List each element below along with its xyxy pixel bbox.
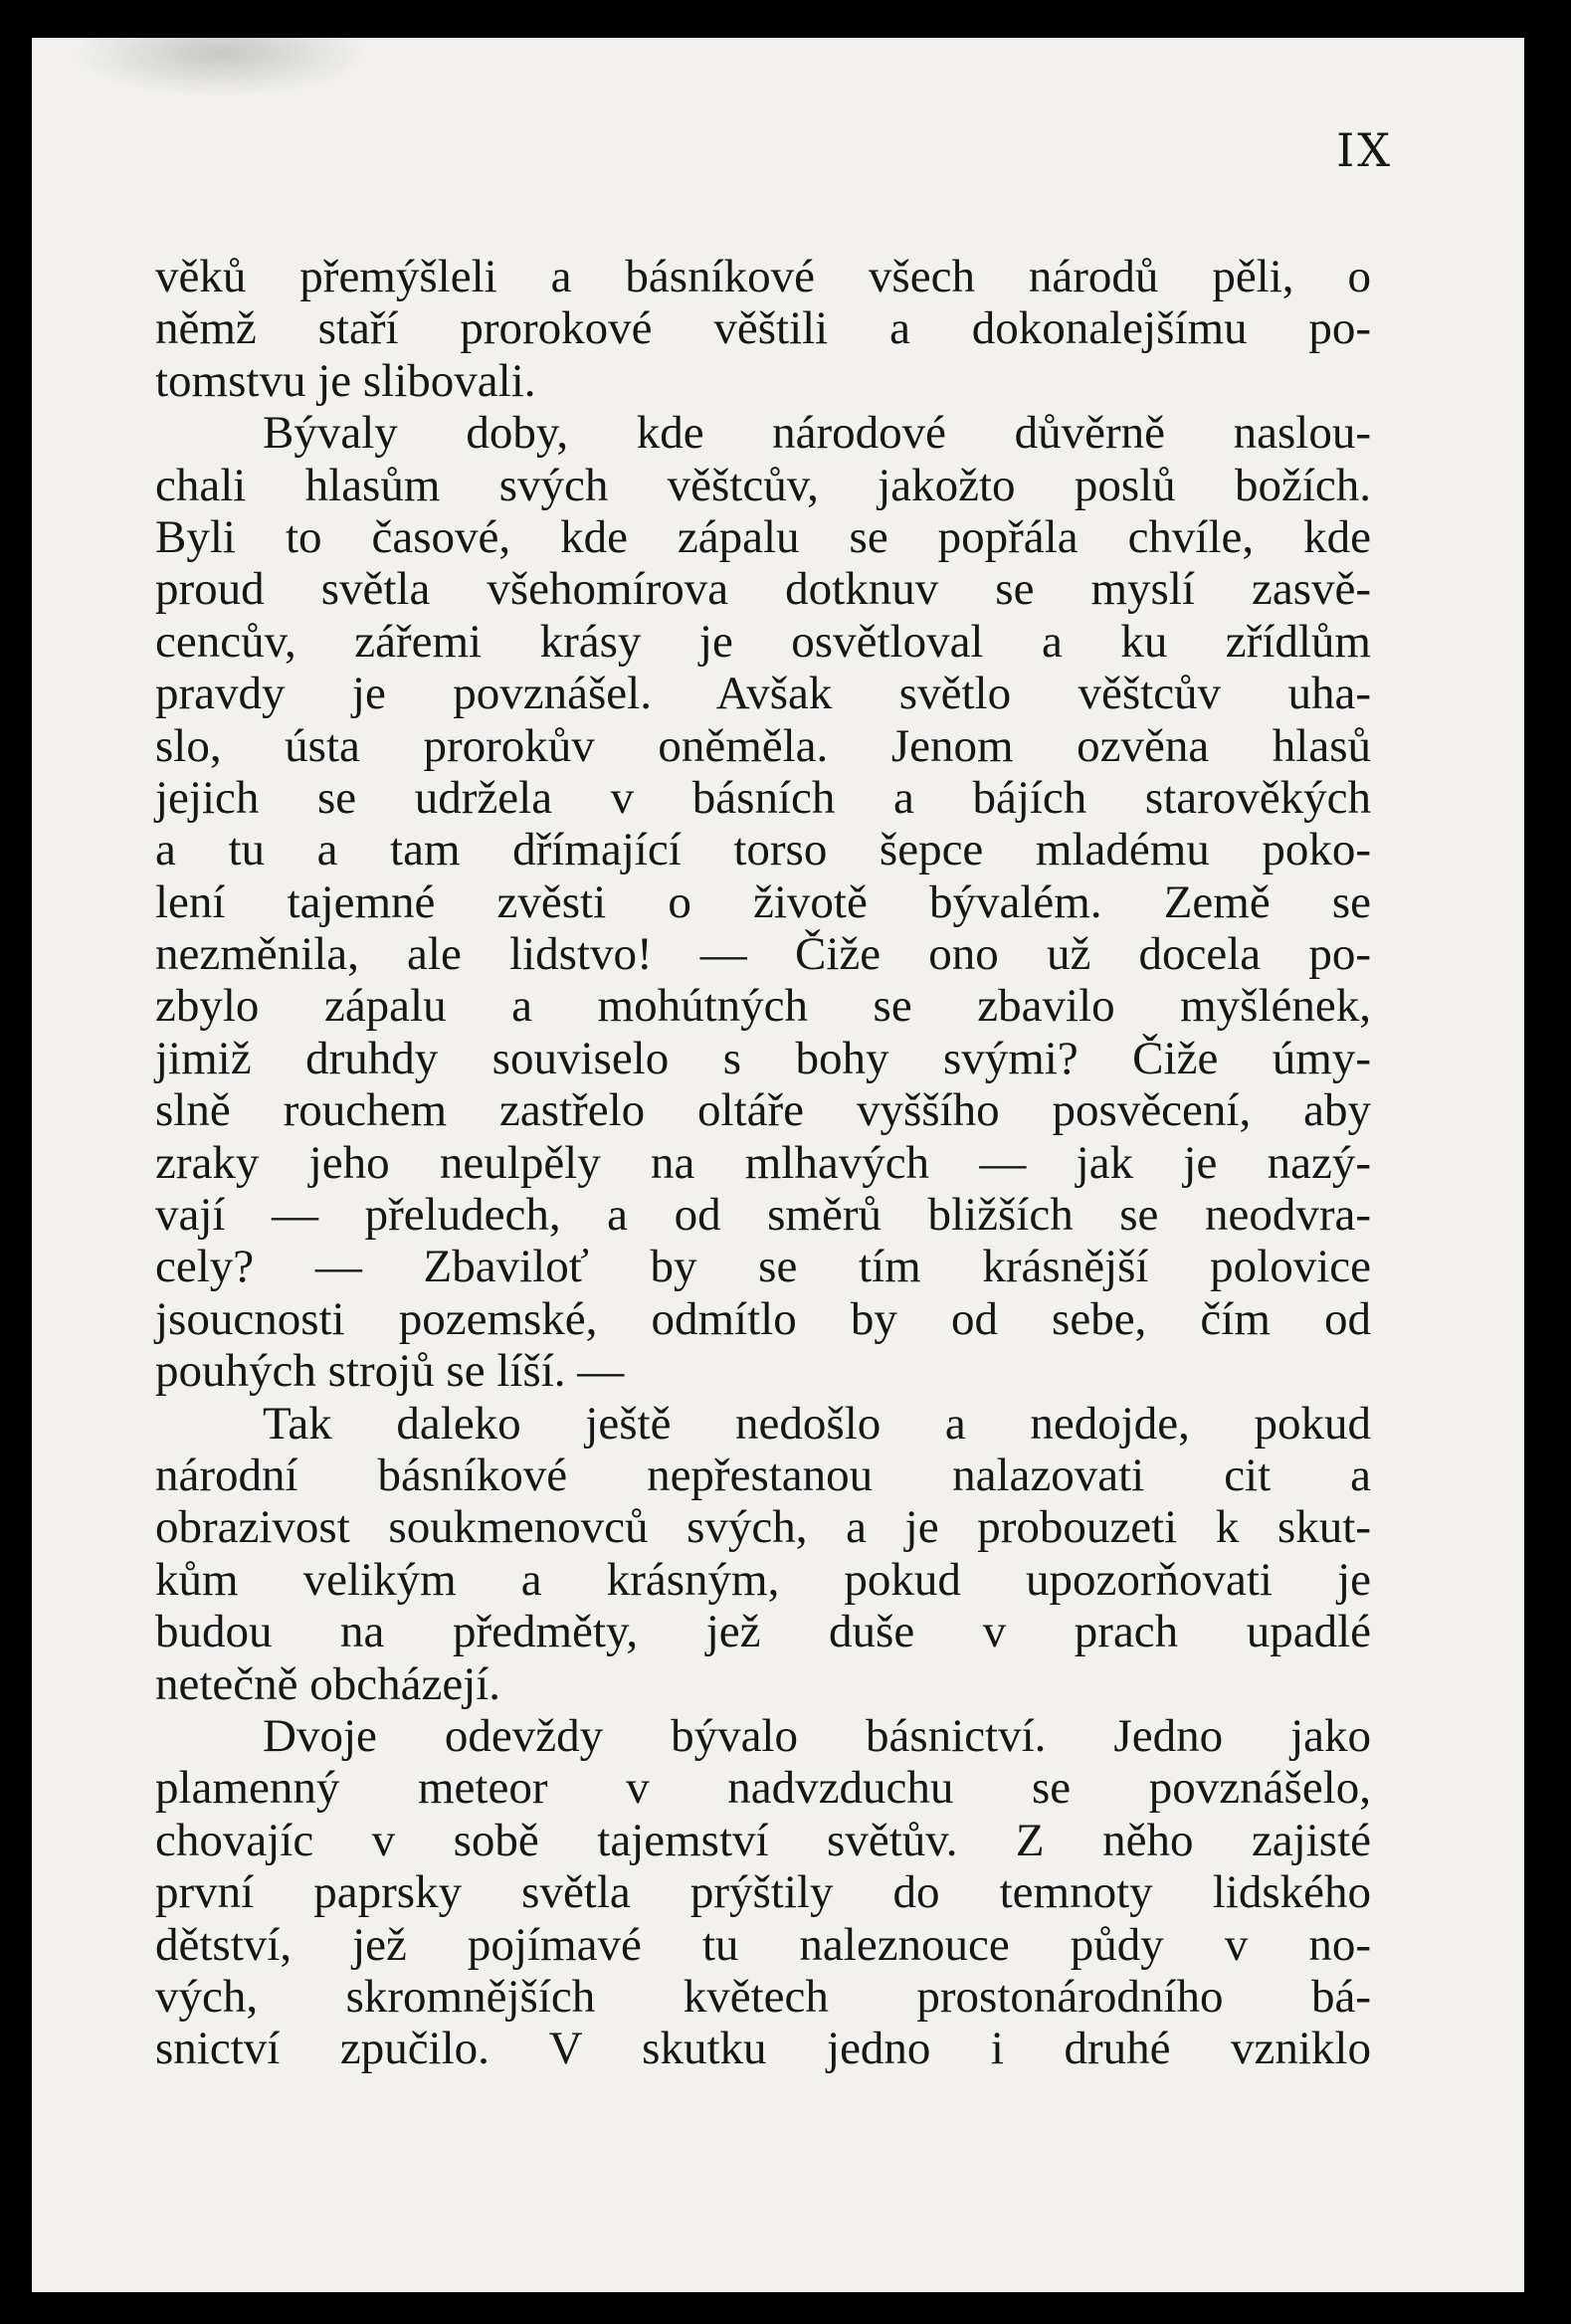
text-line: němž staří prorokové věštili a dokonalejšímu po- [155,302,1371,355]
text-line: cely? — Zbaviloť by se tím krásnější polovice [155,1241,1371,1293]
text-line: zraky jeho neulpěly na mlhavých — jak je nazý- [155,1136,1371,1189]
text-line: vají — přeludech, a od směrů bližších se neodvra- [155,1189,1371,1242]
text-line: obrazivost soukmenovců svých, a je probouzeti k skut- [155,1501,1371,1554]
text-line: chovajíc v sobě tajemství světův. Z něho zajisté [155,1814,1371,1866]
text-line: národní básníkové nepřestanou nalazovati cit a [155,1449,1371,1501]
text-line: proud světla všehomírova dotknuv se myslí zasvě- [155,563,1371,616]
text-line: Dvoje odevždy bývalo básnictví. Jedno jako [263,1709,1371,1762]
text-line: pravdy je povznášel. Avšak světlo věštcův uha- [155,668,1371,720]
text-line: budou na předměty, jež duše v prach upadlé [155,1606,1371,1658]
text-line: nezměnila, ale lidstvo! — Čiže ono už docela po- [155,928,1371,981]
text-line: cencův, zářemi krásy je osvětloval a ku zřídlům [155,615,1371,668]
text-line: plamenný meteor v nadvzduchu se povznášelo, [155,1762,1371,1815]
text-line: netečně obcházejí. [155,1657,501,1710]
text-line: jsoucnosti pozemské, odmítlo by od sebe, čím od [155,1292,1371,1345]
text-line: tomstvu je slibovali. [155,354,536,407]
text-line: slo, ústa prorokův oněměla. Jenom ozvěna hlasů [155,719,1371,772]
text-line: pouhých strojů se líší. — [155,1345,625,1398]
text-line: a tu a tam dřímající torso šepce mladému poko- [155,824,1371,876]
text-line: kům velikým a krásným, pokud upozorňovati je [155,1553,1371,1606]
text-line: Tak daleko ještě nedošlo a nedojde, pokud [263,1397,1371,1450]
page-number: IX [1336,123,1393,177]
body-text [155,251,1371,2075]
text-line: jejich se udržela v básních a bájích starověkých [155,771,1371,824]
text-line: lení tajemné zvěsti o životě bývalém. Země se [155,875,1371,928]
text-line: Byli to časové, kde zápalu se popřála chvíle, kde [155,510,1371,563]
text-line: dětství, jež pojímavé tu naleznouce půdy v no- [155,1918,1371,1971]
text-line: jimiž druhdy souviselo s bohy svými? Čiže úmy- [155,1032,1371,1084]
text-line: první paprsky světla prýštily do temnoty lidského [155,1866,1371,1919]
text-line: věků přemýšleli a básníkové všech národů pěli, o [155,251,1371,302]
book-page [32,38,1524,2292]
text-line: Bývaly doby, kde národové důvěrně naslou- [263,407,1371,460]
text-line: slně rouchem zastřelo oltáře vyššího posvěcení, aby [155,1084,1371,1137]
text-line: zbylo zápalu a mohútných se zbavilo myšlének, [155,980,1371,1033]
text-line: chali hlasům svých věštcův, jakožto poslů božích. [155,459,1371,511]
text-line: snictví zpučilo. V skutku jedno i druhé vzniklo [155,2023,1371,2075]
text-line: vých, skromnějších květech prostonárodního bá- [155,1970,1371,2023]
